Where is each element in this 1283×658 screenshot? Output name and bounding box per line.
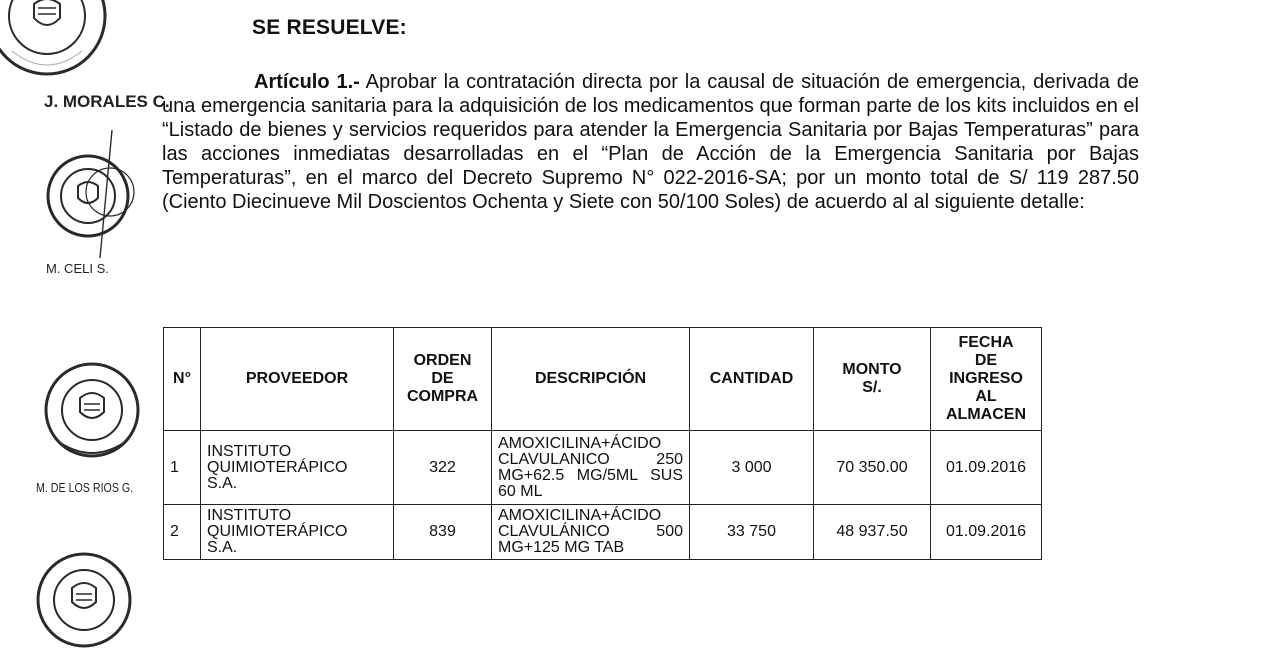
cell-n: 2	[164, 505, 201, 560]
table-header-row	[164, 328, 1042, 431]
article-label: Artículo 1.-	[254, 71, 360, 93]
table-row	[164, 505, 1042, 560]
cell-proveedor: INSTITUTO QUIMIOTERÁPICO S.A.	[201, 505, 394, 560]
seal-cenares	[40, 360, 150, 470]
stamp-seal-image-4	[32, 548, 142, 658]
cell-monto: 48 937.50	[814, 505, 931, 560]
cell-n: 1	[164, 431, 201, 505]
header-monto: MONTO S/.	[814, 328, 931, 431]
cell-fecha: 01.09.2016	[931, 505, 1042, 560]
cell-descripcion: AMOXICILINA+ÁCIDO CLAVULANICO 250 MG+62.5 MG/5ML SUS 60 ML	[492, 431, 690, 505]
article-paragraph	[162, 70, 1139, 214]
signature-celi: M. CELI S.	[46, 261, 109, 276]
header-fecha-ingreso: FECHA DE INGRESO AL ALMACEN	[931, 328, 1042, 431]
cell-cantidad: 3 000	[690, 431, 814, 505]
stamp-seal-image-1	[0, 0, 122, 86]
header-n: N°	[164, 328, 201, 431]
cell-proveedor: INSTITUTO QUIMIOTERÁPICO S.A.	[201, 431, 394, 505]
header-descripcion: DESCRIPCIÓN	[492, 328, 690, 431]
header-orden-compra: ORDEN DE COMPRA	[394, 328, 492, 431]
signature-morales: J. MORALES C.	[44, 92, 170, 111]
seal-bottom	[32, 548, 142, 658]
header-cantidad: CANTIDAD	[690, 328, 814, 431]
procurement-detail-table	[163, 327, 1042, 560]
cell-descripcion: AMOXICILINA+ÁCIDO CLAVULÁNICO 500 MG+125 MG TAB	[492, 505, 690, 560]
table-row	[164, 431, 1042, 505]
resolution-heading: SE RESUELVE:	[252, 16, 407, 39]
cell-orden: 839	[394, 505, 492, 560]
header-proveedor: PROVEEDOR	[201, 328, 394, 431]
article-text: Aprobar la contratación directa por la causal de situación de emergencia, derivada de una emergencia sanitaria para la adquisición de los medicamentos que forman parte de los kits incluidos en el “Listado de bienes y servicios requeridos para atender la Emergencia Sanitaria por Bajas Temperaturas” para las acciones inmediatas desarrolladas en el “Plan de Acción de la Emergencia Sanitaria por Bajas Temperaturas”, en el marco del Decreto Supremo N° 022-2016-SA; por un monto total de S/ 119 287.50 (Ciento Diecinueve Mil Doscientos Ochenta y Siete con 50/100 Soles) de acuerdo al al siguiente detalle:	[162, 71, 1139, 213]
cell-monto: 70 350.00	[814, 431, 931, 505]
stamp-seal-image-3	[40, 360, 150, 470]
cell-orden: 322	[394, 431, 492, 505]
signature-de-los-rios: M. DE LOS RIOS G.	[36, 480, 134, 495]
stamp-seal-image-2	[40, 130, 140, 260]
seal-secretaria-general	[40, 130, 140, 260]
cell-cantidad: 33 750	[690, 505, 814, 560]
seal-asesoria-juridica	[0, 0, 122, 86]
cell-fecha: 01.09.2016	[931, 431, 1042, 505]
